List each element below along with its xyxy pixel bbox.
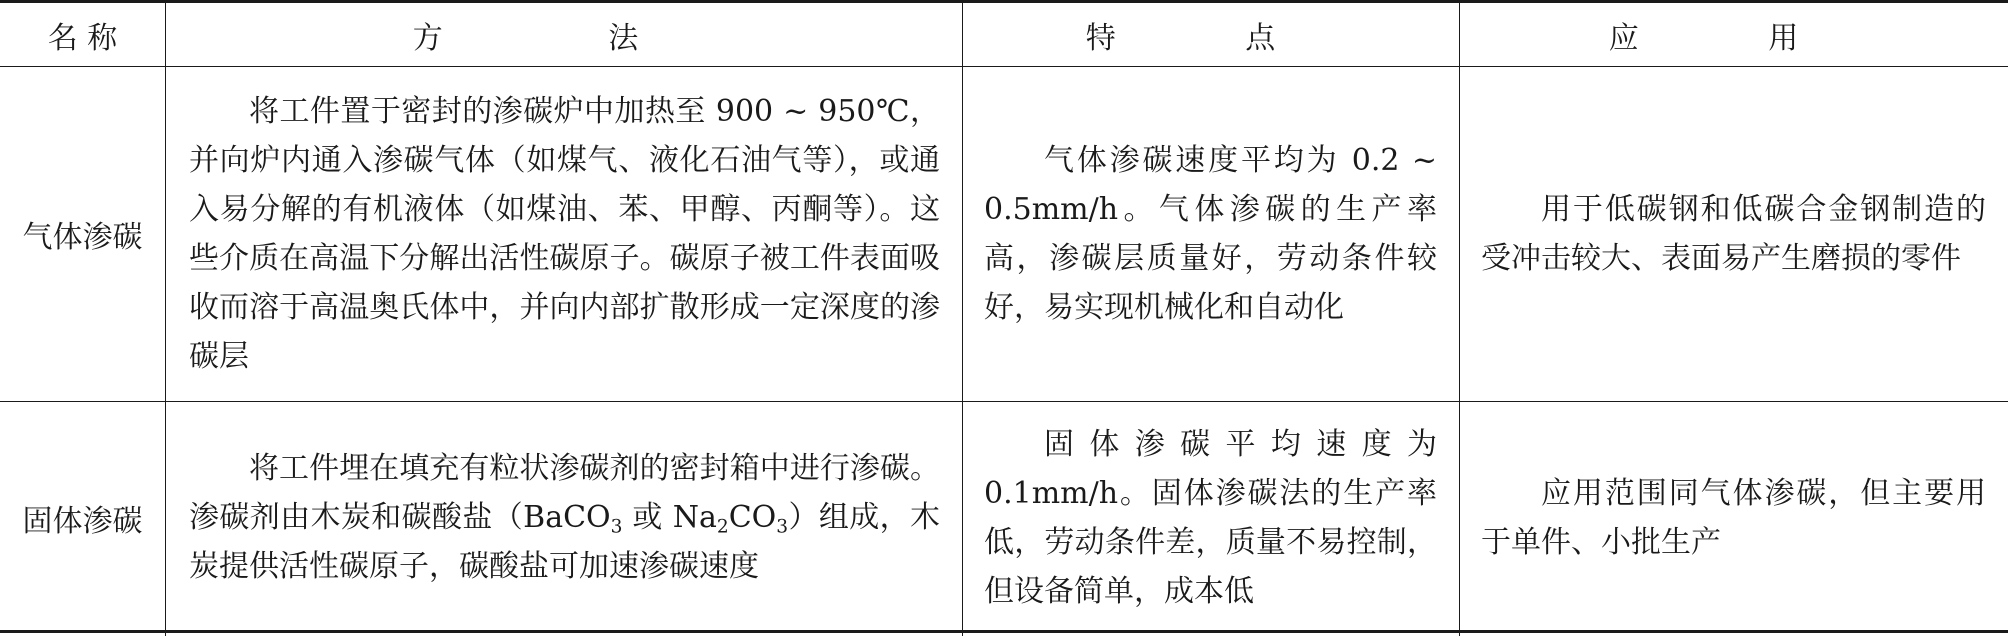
column-divider [962,3,963,636]
row-method-text [189,444,940,591]
row-application-text: 应用范围同气体渗碳，但主要用于单件、小批生产 [1481,475,1986,560]
row-method-cell [165,402,962,633]
header-cell-name [0,3,165,66]
row-name-cell [0,402,165,633]
row-features-text: 固体渗碳平均速度为 0.1mm/h。固体渗碳法的生产率低，劳动条件差，质量不易控制，但设备简单，成本低 [984,426,1437,609]
method-subscript-3: 3 [776,516,789,538]
header-cell-features [962,3,1459,66]
row-features-cell [962,67,1459,401]
method-text-part3: CO [728,500,777,535]
column-divider [165,3,166,636]
method-text-part1: 将工件埋在填充有粒状渗碳剂的密封箱中进行渗碳。渗碳剂由木炭和碳酸盐（BaCO [189,451,940,535]
method-text-part2: 或 Na [622,500,717,535]
row-method-text: 将工件置于密封的渗碳炉中加热至 900 ~ 950℃，并向炉内通入渗碳气体（如煤气、液化石油气等），或通入易分解的有机液体（如煤油、苯、甲醇、丙酮等）。这些介质在高温下分解出活性碳原子。碳原子被工件表面吸收而溶于高温奥氏体中，并向内部扩散形成一定深度的渗碳层 [189,94,940,374]
header-features-label: 特 点 [1085,20,1336,56]
column-divider [1459,3,1460,636]
method-subscript-2: 2 [716,516,729,538]
header-cell-method [165,3,962,66]
table-header-row [0,3,2008,67]
row-name-cell [0,67,165,401]
header-cell-application [1459,3,2008,66]
table-row [0,67,2008,402]
row-method-cell [165,67,962,401]
header-application-label: 应 用 [1608,20,1859,56]
row-application-text: 用于低碳钢和低碳合金钢制造的受冲击较大、表面易产生磨损的零件 [1481,192,1986,276]
row-application-cell [1459,67,2008,401]
row-application-cell [1459,402,2008,633]
row-features-text: 气体渗碳速度平均为 0.2 ~ 0.5mm/h。气体渗碳的生产率高，渗碳层质量好，劳动条件较好，易实现机械化和自动化 [984,143,1437,325]
header-method-label: 方 法 [412,20,717,56]
table-row [0,402,2008,633]
header-name-label: 名 称 [47,20,118,56]
method-subscript-1: 3 [610,516,623,538]
method-text-part4: ）组成，木炭提供活性碳原子，碳酸盐可加速渗碳速度 [189,500,941,584]
row-name: 气体渗碳 [22,220,143,255]
row-name: 固体渗碳 [22,503,143,539]
row-features-cell [962,402,1459,633]
